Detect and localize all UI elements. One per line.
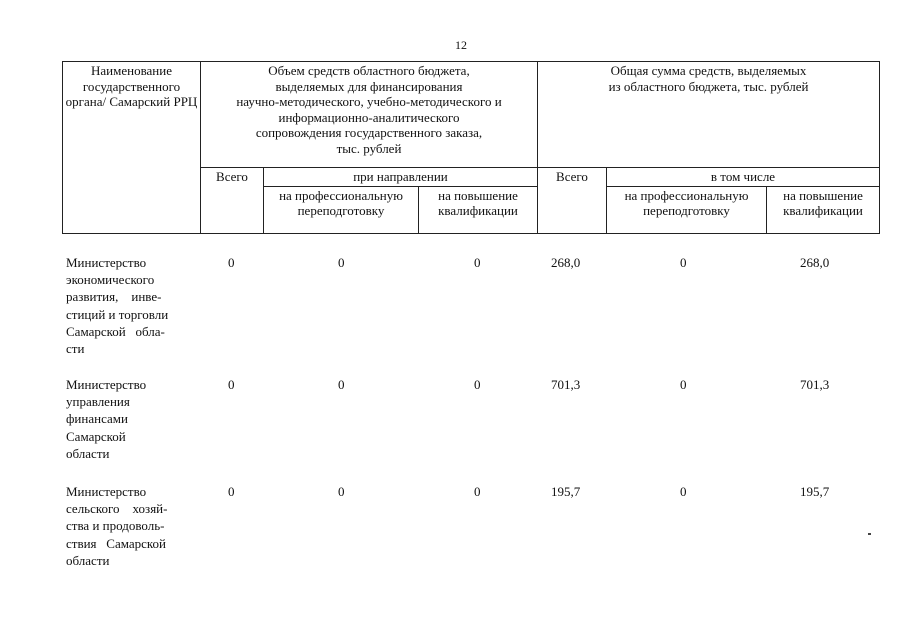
- group1-line: информационно-аналитического: [278, 109, 460, 125]
- header-retraining-1: [264, 186, 419, 233]
- row-name-line: сти: [66, 341, 85, 357]
- cell-total-1: 0: [228, 484, 235, 499]
- header-total-1: Всего: [201, 168, 264, 234]
- group1-line: тыс. рублей: [336, 140, 402, 156]
- advanced-line: квалификации: [438, 203, 518, 218]
- header-total-2: Всего: [538, 168, 607, 234]
- cell-retraining-1: 0: [338, 255, 345, 270]
- advanced-line: на повышение: [783, 187, 863, 203]
- retraining-line: на профессиональную: [279, 187, 403, 203]
- cell-retraining-1: 0: [338, 484, 345, 499]
- row-name: [66, 254, 192, 357]
- scan-speck: [868, 533, 871, 535]
- row-name-line: развития, инве-: [66, 289, 162, 305]
- retraining-line: переподготовку: [643, 203, 730, 218]
- row-name-line: Министерство: [66, 255, 147, 270]
- cell-total-2: 701,3: [551, 377, 581, 392]
- row-name-line: сельского хозяй-: [66, 501, 168, 517]
- row-name-line: Самарской: [66, 428, 126, 444]
- row-name-line: Министерство: [66, 377, 147, 392]
- cell-retraining-1: 0: [338, 377, 345, 392]
- cell-retraining-2: 0: [680, 377, 687, 392]
- row-name-line: финансами: [66, 411, 128, 427]
- row-name-line: области: [66, 552, 110, 568]
- row-name: [66, 483, 192, 569]
- header-name-text: Наименование государственного органа/ Самарский РРЦ: [65, 63, 198, 109]
- header-group1-title: [201, 62, 538, 168]
- header-by-direction: при направлении: [264, 168, 538, 187]
- cell-advanced-2: 195,7: [800, 484, 830, 499]
- cell-advanced-2: 268,0: [800, 255, 830, 270]
- cell-total-1: 0: [228, 255, 235, 270]
- row-name-line: Самарской обла-: [66, 323, 165, 339]
- cell-total-2: 195,7: [551, 484, 581, 499]
- cell-advanced-1: 0: [474, 255, 481, 270]
- row-name-line: области: [66, 445, 110, 461]
- header-group2-title: [538, 62, 880, 168]
- cell-advanced-2: 701,3: [800, 377, 830, 392]
- group1-line: выделяемых для финансирования: [275, 78, 463, 94]
- table-header: [62, 61, 880, 234]
- row-name-line: ствия Самарской: [66, 535, 167, 551]
- group1-line: научно-методического, учебно-методического и: [236, 94, 502, 109]
- header-advanced-2: [767, 186, 880, 233]
- header-retraining-2: [607, 186, 767, 233]
- retraining-line: переподготовку: [297, 203, 385, 218]
- cell-retraining-2: 0: [680, 255, 687, 270]
- row-name-line: Министерство: [66, 484, 147, 499]
- row-name-line: стиций и торговли: [66, 306, 169, 322]
- header-including: в том числе: [607, 168, 880, 187]
- retraining-line: на профессиональную: [624, 187, 749, 203]
- page-number: 12: [455, 38, 467, 52]
- row-name-line: управления: [66, 394, 130, 410]
- advanced-line: на повышение: [438, 187, 518, 203]
- cell-advanced-1: 0: [474, 377, 481, 392]
- group1-line: сопровождения государственного заказа,: [255, 125, 483, 140]
- group1-line: Объем средств областного бюджета,: [268, 63, 470, 78]
- cell-total-1: 0: [228, 377, 235, 392]
- advanced-line: квалификации: [783, 203, 863, 218]
- row-name: [66, 376, 192, 462]
- row-name-line: ства и продоволь-: [66, 518, 165, 534]
- cell-advanced-1: 0: [474, 484, 481, 499]
- header-name-cell: [63, 62, 201, 234]
- row-name-line: экономического: [66, 272, 155, 288]
- group2-line: из областного бюджета, тыс. рублей: [608, 78, 809, 94]
- cell-retraining-2: 0: [680, 484, 687, 499]
- cell-total-2: 268,0: [551, 255, 581, 270]
- header-advanced-1: [419, 186, 538, 233]
- group2-line: Общая сумма средств, выделяемых: [610, 63, 807, 78]
